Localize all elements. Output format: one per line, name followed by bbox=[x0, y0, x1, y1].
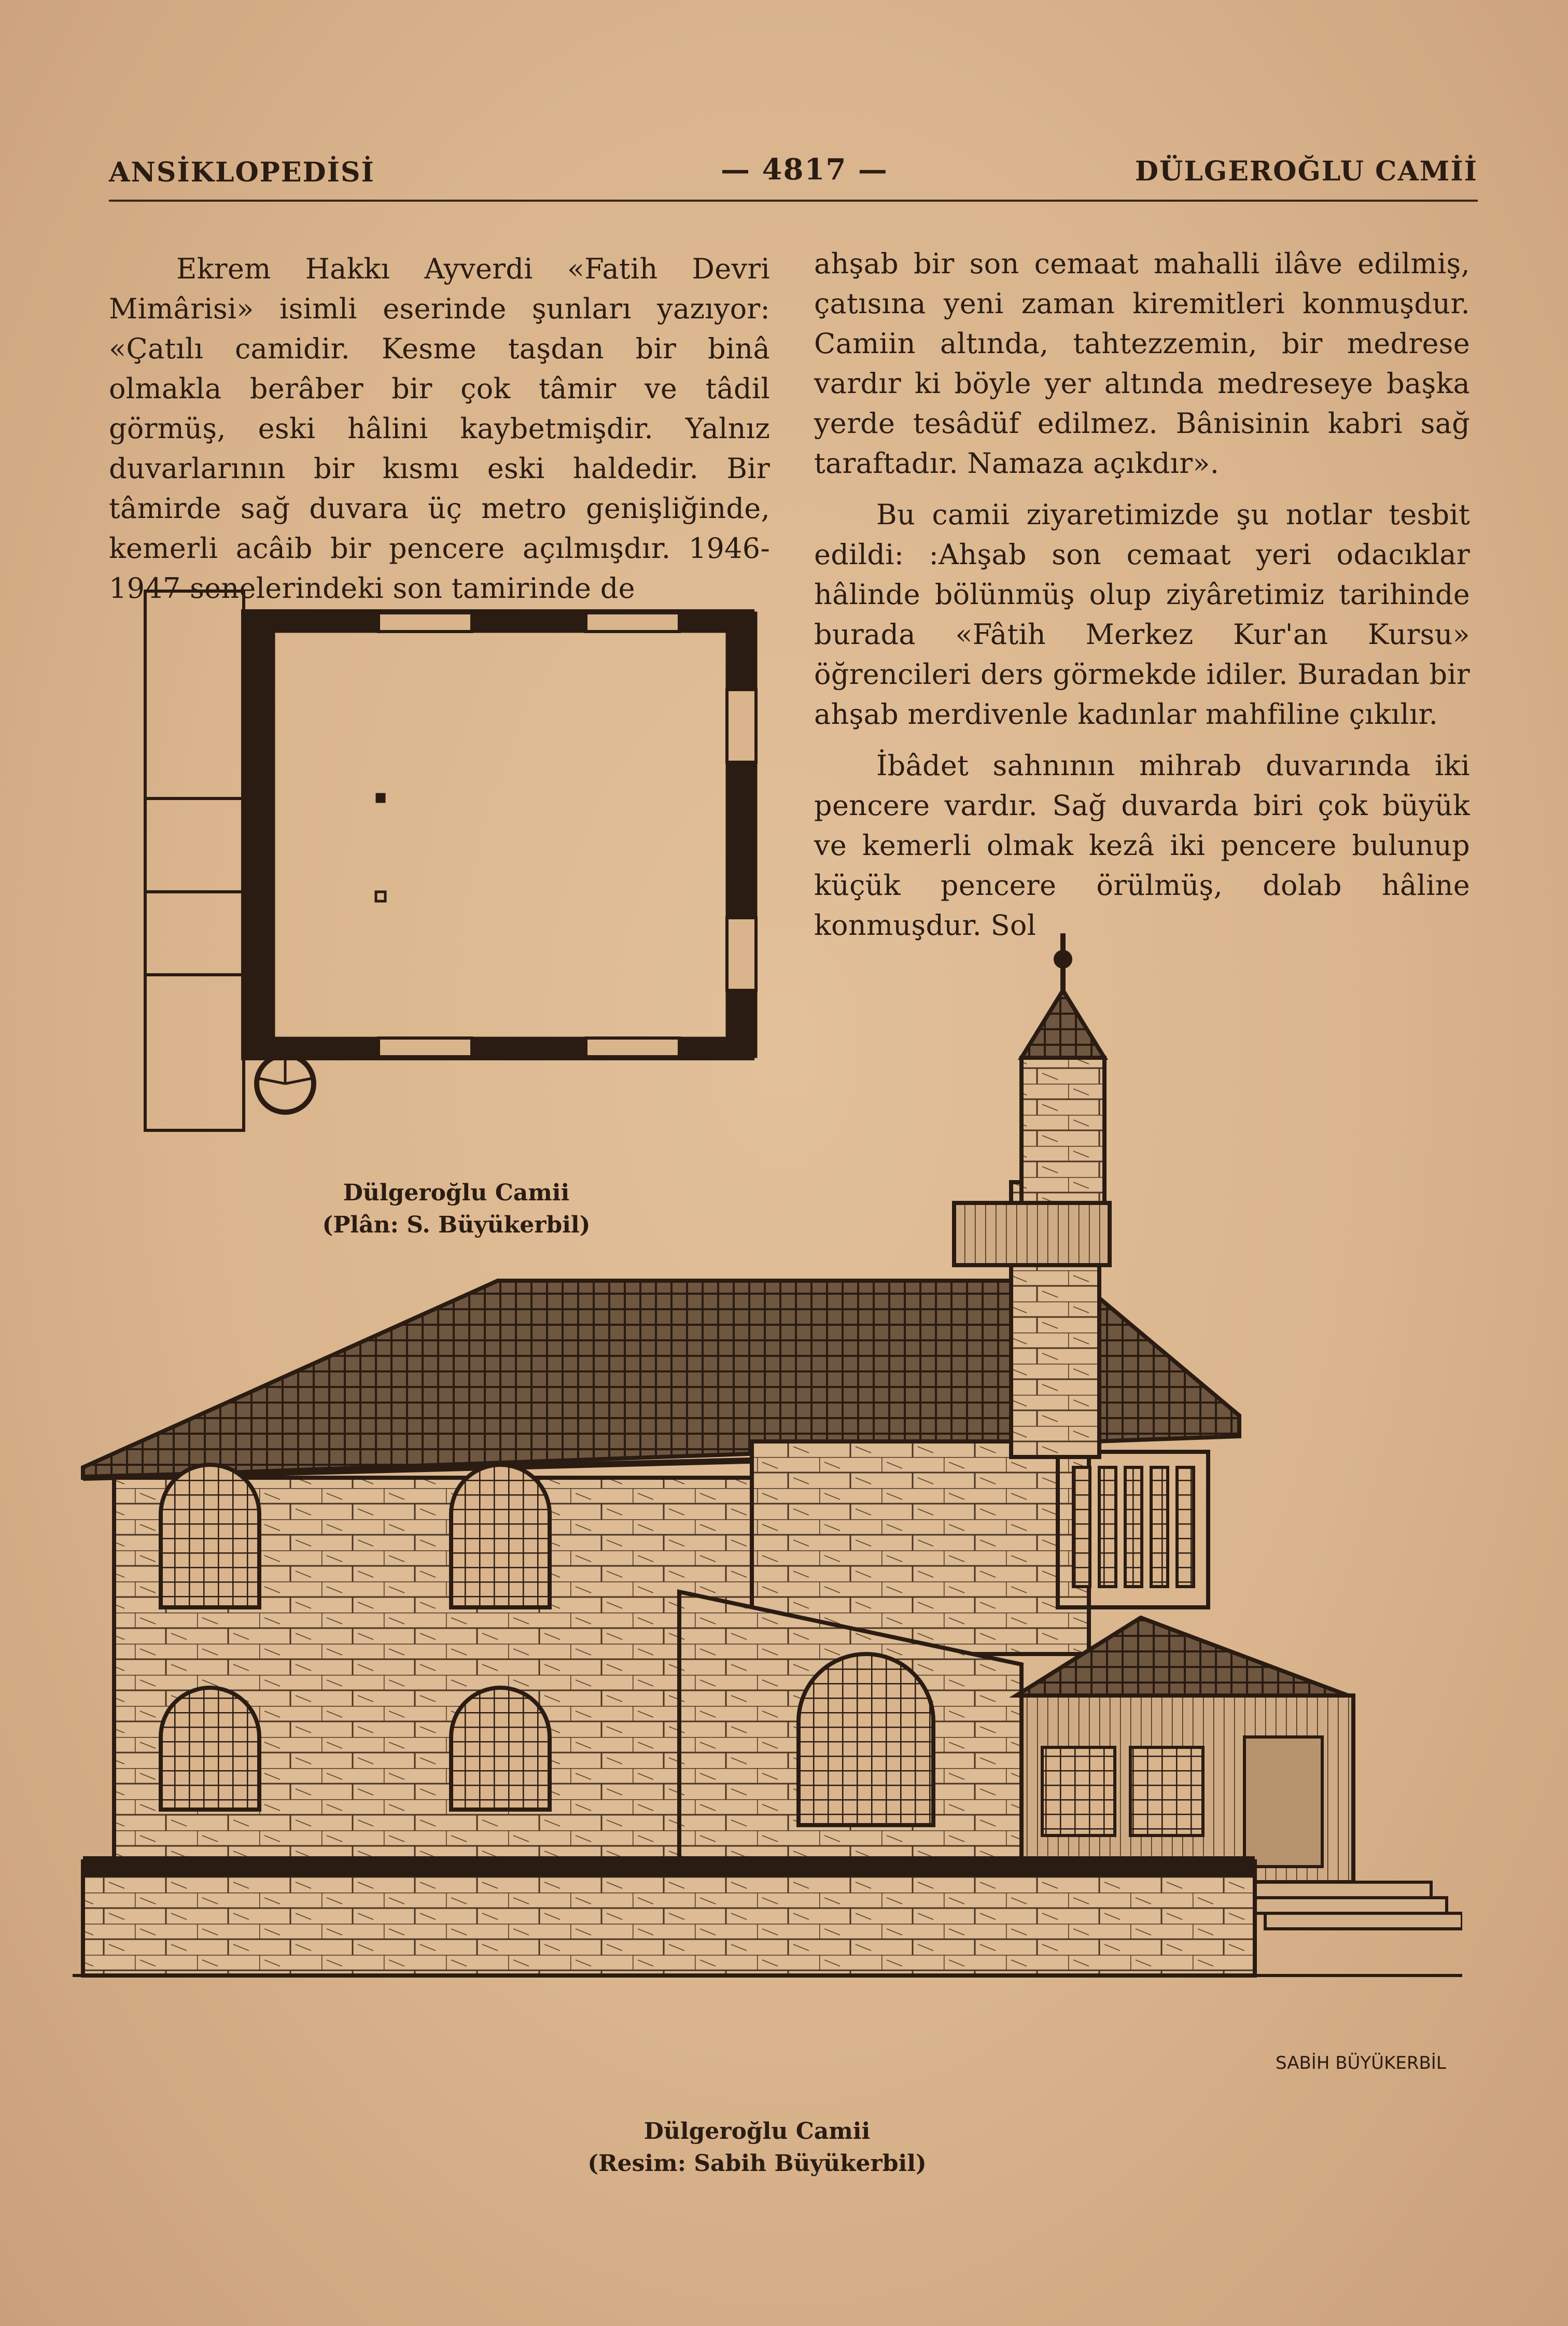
drawing-caption-credit: (Resim: Sabih Büyükerbil) bbox=[587, 2150, 927, 2177]
arched-window bbox=[451, 1465, 550, 1607]
right-paragraph-1: ahşab bir son cemaat mahalli ilâve edilmiş, çatısına yeni zaman kiremitleri konmuşdur. Camiin altında, tahtezzemin, bir medrese vardır ki böyle yer altında medreseye başka yerde tesâdüf edilmez. Bânisinin kabri sağ taraftadır. Namaza açıkdır». bbox=[814, 247, 1470, 480]
foundation-wall bbox=[83, 1861, 1255, 1975]
plan-column bbox=[376, 793, 385, 803]
tall-window bbox=[1177, 1467, 1194, 1587]
left-column-text: Ekrem Hakkı Ayverdi «Fatih Devri Mimârisi» isimli eserinde şunları yazıyor: «Çatılı camidir. Kesme taşdan bir binâ olmakla berâber bir çok tâmir ve tâdil görmüş, eski hâlini kaybetmişdir. Yalnız duvarlarının bir kısmı eski haldedir. Bir tâmirde sağ duvara üç metro genişliğinde, kemerli acâib bir pencere açılmışdır. 1946-1947 senelerindeki son tamirinde de bbox=[109, 253, 770, 605]
right-column bbox=[814, 244, 1470, 957]
right-paragraph-2: Bu camii ziyaretimizde şu notlar tesbit edildi: :Ahşab son cemaat yeri odacıklar hâlinde bölünmüş olup ziyâretimiz tarihinde burada «Fâtih Merkez Kur'an Kursu» öğrencileri ders görmekde idiler. Buradan bir ahşab merdivenle kadınlar mahfiline çıkılır. bbox=[814, 498, 1470, 731]
arched-window bbox=[161, 1688, 259, 1810]
plan-column bbox=[376, 892, 385, 901]
header-right: DÜLGEROĞLU CAMİİ bbox=[1135, 156, 1478, 187]
tall-window bbox=[1099, 1467, 1116, 1587]
tall-window bbox=[1151, 1467, 1168, 1587]
header-left: ANSİKLOPEDİSİ bbox=[109, 157, 375, 188]
plan-caption-title: Dülgeroğlu Camii bbox=[343, 1180, 570, 1206]
porch-window bbox=[1130, 1747, 1203, 1835]
tall-window bbox=[1125, 1467, 1142, 1587]
drawing-caption bbox=[524, 2115, 990, 2180]
plan-caption-credit: (Plân: S. Büyükerbil) bbox=[322, 1212, 591, 1238]
plan-window bbox=[379, 613, 472, 632]
arched-window bbox=[161, 1465, 259, 1607]
entrance-steps bbox=[1234, 1882, 1462, 1929]
artist-signature: SABİH BÜYÜKERBİL bbox=[1276, 2053, 1446, 2073]
large-arched-window bbox=[799, 1654, 933, 1825]
running-header bbox=[109, 150, 1478, 192]
drawing-caption-title: Dülgeroğlu Camii bbox=[643, 2118, 871, 2145]
plan-window bbox=[586, 613, 679, 632]
mosque-drawing-figure bbox=[73, 928, 1462, 2095]
tall-window bbox=[1073, 1467, 1090, 1587]
porch-window bbox=[1042, 1747, 1115, 1835]
right-paragraph-3: İbâdet sahnının mihrab duvarında iki pencere vardır. Sağ duvarda biri çok büyük ve kemerli olmak kezâ iki pencere bulunup küçük pencere örülmüş, dolab hâline konmuşdur. Sol bbox=[814, 749, 1470, 942]
arched-window bbox=[451, 1688, 550, 1810]
header-rule bbox=[109, 200, 1478, 202]
plan-window bbox=[727, 690, 756, 762]
page-number: — 4817 — bbox=[721, 152, 888, 187]
porch-door bbox=[1244, 1737, 1322, 1867]
